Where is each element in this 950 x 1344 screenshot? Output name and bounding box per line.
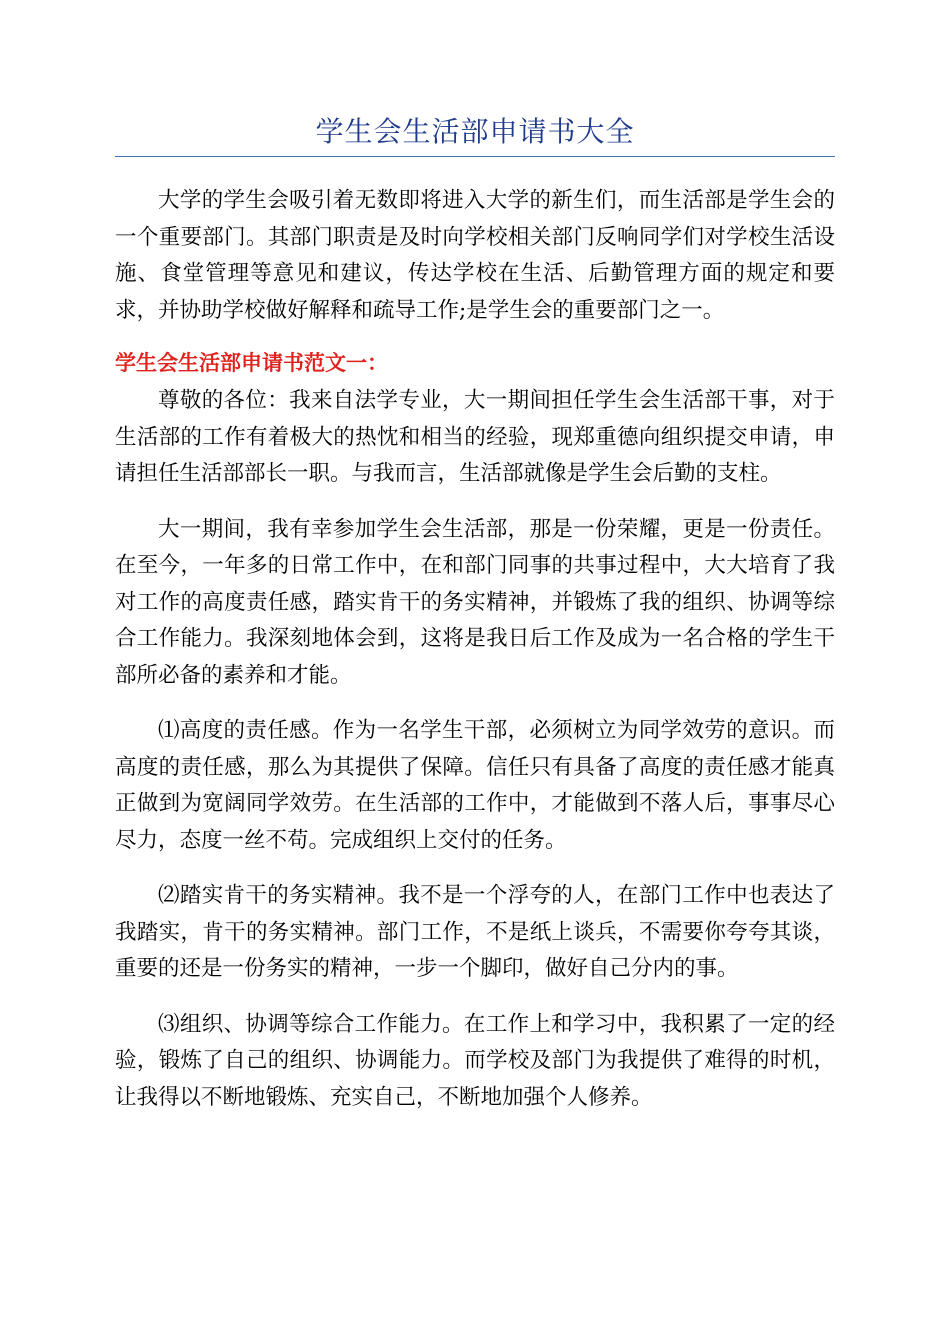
body-paragraph-2: 大一期间，我有幸参加学生会生活部，那是一份荣耀，更是一份责任。在至今，一年多的日常工作中，在和部门同事的共事过程中，大大培育了我对工作的高度责任感，踏实肯干的务实精神，并锻炼了我的组织、协调等综合工作能力。我深刻地体会到，这将是我日后工作及成为一名合格的学生干部所必备的素养和才能。 <box>115 516 835 688</box>
title-divider <box>115 156 835 157</box>
body-paragraph-5: ⑶组织、协调等综合工作能力。在工作上和学习中，我积累了一定的经验，锻炼了自己的组织、协调能力。而学校及部门为我提供了难得的时机，让我得以不断地锻炼、充实自己，不断地加强个人修养。 <box>115 1011 835 1110</box>
intro-paragraph: 大学的学生会吸引着无数即将进入大学的新生们，而生活部是学生会的一个重要部门。其部门职责是及时向学校相关部门反响同学们对学校生活设施、食堂管理等意见和建议，传达学校在生活、后勤管理方面的规定和要求，并协助学校做好解释和疏导工作;是学生会的重要部门之一。 <box>115 188 835 323</box>
body-paragraph-4: ⑵踏实肯干的务实精神。我不是一个浮夸的人，在部门工作中也表达了我踏实，肯干的务实精神。部门工作，不是纸上谈兵，不需要你夸夸其谈，重要的还是一份务实的精神，一步一个脚印，做好自己分内的事。 <box>115 883 835 981</box>
document-title: 学生会生活部申请书大全 <box>315 115 635 148</box>
document-page <box>115 108 835 1135</box>
section-heading: 学生会生活部申请书范文一： <box>115 351 388 375</box>
body-paragraph-3: ⑴高度的责任感。作为一名学生干部，必须树立为同学效劳的意识。而高度的责任感，那么为其提供了保障。信任只有具备了高度的责任感才能真正做到为宽阔同学效劳。在生活部的工作中，才能做到不落人后，事事尽心尽力，态度一丝不苟。完成组织上交付的任务。 <box>115 718 835 853</box>
body-paragraph-1: 尊敬的各位：我来自法学专业，大一期间担任学生会生活部干事，对于生活部的工作有着极大的热忱和相当的经验，现郑重德向组织提交申请，申请担任生活部部长一职。与我而言，生活部就像是学生会后勤的支柱。 <box>115 388 835 486</box>
